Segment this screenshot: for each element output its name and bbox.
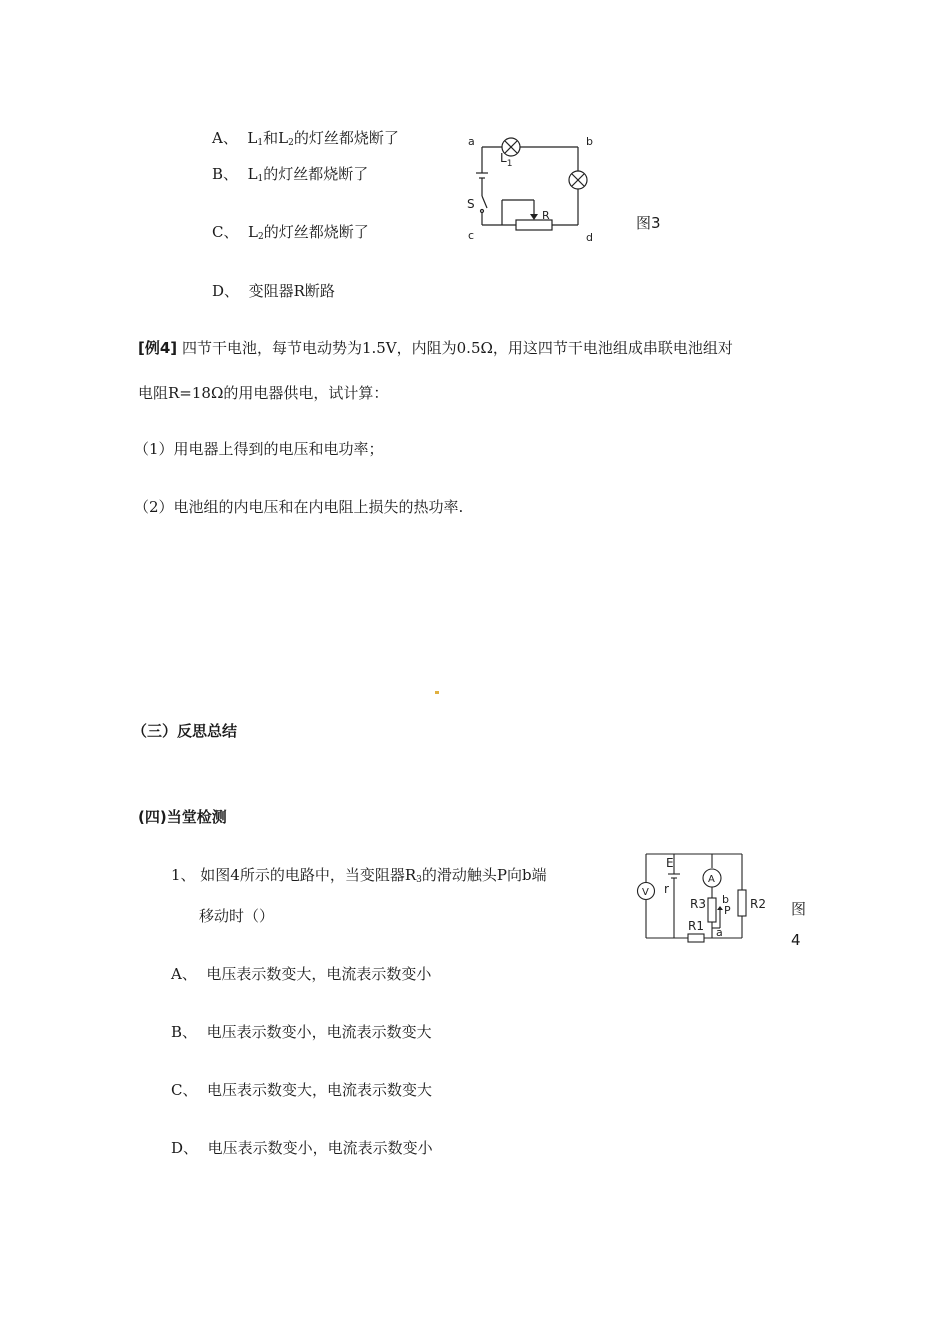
option-d: D、 变阻器R断路 xyxy=(212,282,335,300)
voltmeter-label: V xyxy=(642,887,649,898)
example-4-question-2: （2）电池组的内电压和在内电阻上损失的热功率. xyxy=(134,498,464,516)
internal-resistance-label: r xyxy=(664,882,669,896)
terminal-a-label: a xyxy=(716,926,723,939)
question-1-option-c: C、 电压表示数变大，电流表示数变大 xyxy=(171,1081,433,1099)
node-label-b: b xyxy=(586,135,593,148)
figure-3-circuit xyxy=(462,128,602,248)
figure-4-circuit xyxy=(636,848,776,944)
example-4-line-2: 电阻R=18Ω的用电器供电，试计算： xyxy=(138,384,389,402)
option-marker: D、 xyxy=(212,282,240,300)
rheostat-label: R xyxy=(542,209,550,222)
question-1-option-b: B、 电压表示数变小，电流表示数变大 xyxy=(171,1023,432,1041)
r2-label: R2 xyxy=(750,897,766,911)
node-label-c: c xyxy=(468,229,475,242)
terminal-b-label: b xyxy=(722,893,729,906)
node-label-a: a xyxy=(468,135,475,148)
figure-3-caption: 图3 xyxy=(636,214,661,232)
question-1-option-a: A、 电压表示数变大，电流表示数变小 xyxy=(171,965,432,983)
stray-mark xyxy=(435,691,439,694)
switch-label: S xyxy=(467,197,475,211)
section-4-title: (四)当堂检测 xyxy=(138,808,227,826)
r1-label: R1 xyxy=(688,919,704,933)
figure-4-caption-1: 图 xyxy=(791,900,807,918)
option-marker: C、 xyxy=(212,223,239,241)
node-label-d: d xyxy=(586,231,593,244)
example-4-question-1: （1）用电器上得到的电压和电功率； xyxy=(134,440,384,458)
option-a: A、 $L_1$和$L_2$的灯丝都烧断了 xyxy=(212,129,399,148)
question-1-line-2: 移动时（） xyxy=(199,907,275,925)
lamp-label: $L_1$ xyxy=(500,151,513,169)
r3-label: R3 xyxy=(690,897,706,911)
option-b: B、 $L_1$的灯丝都烧断了 xyxy=(212,165,369,184)
example-4-line-1: [例4] 四节干电池，每节电动势为1.5V，内阻为0.5Ω，用这四节干电池组成串联电池组对 xyxy=(138,339,733,357)
option-marker: A、 xyxy=(212,129,238,147)
question-1-option-d: D、 电压表示数变小，电流表示数变小 xyxy=(171,1139,433,1157)
figure-4-caption-2: 4 xyxy=(791,931,801,949)
battery-label-e: E xyxy=(666,856,674,870)
rheostat-r3 xyxy=(708,898,716,922)
resistor-r1 xyxy=(688,934,704,942)
resistor-r2 xyxy=(738,890,746,916)
option-c: C、 $L_2$的灯丝都烧断了 xyxy=(212,223,369,242)
slider-p-label: P xyxy=(724,904,731,917)
question-1-line-1: 1、 如图4所示的电路中，当变阻器$R_3$的滑动触头P向b端 xyxy=(171,866,547,885)
option-marker: B、 xyxy=(212,165,239,183)
ammeter-label: A xyxy=(708,874,715,885)
example-tag: [例4] xyxy=(138,339,178,357)
section-3-title: （三）反思总结 xyxy=(132,722,238,740)
